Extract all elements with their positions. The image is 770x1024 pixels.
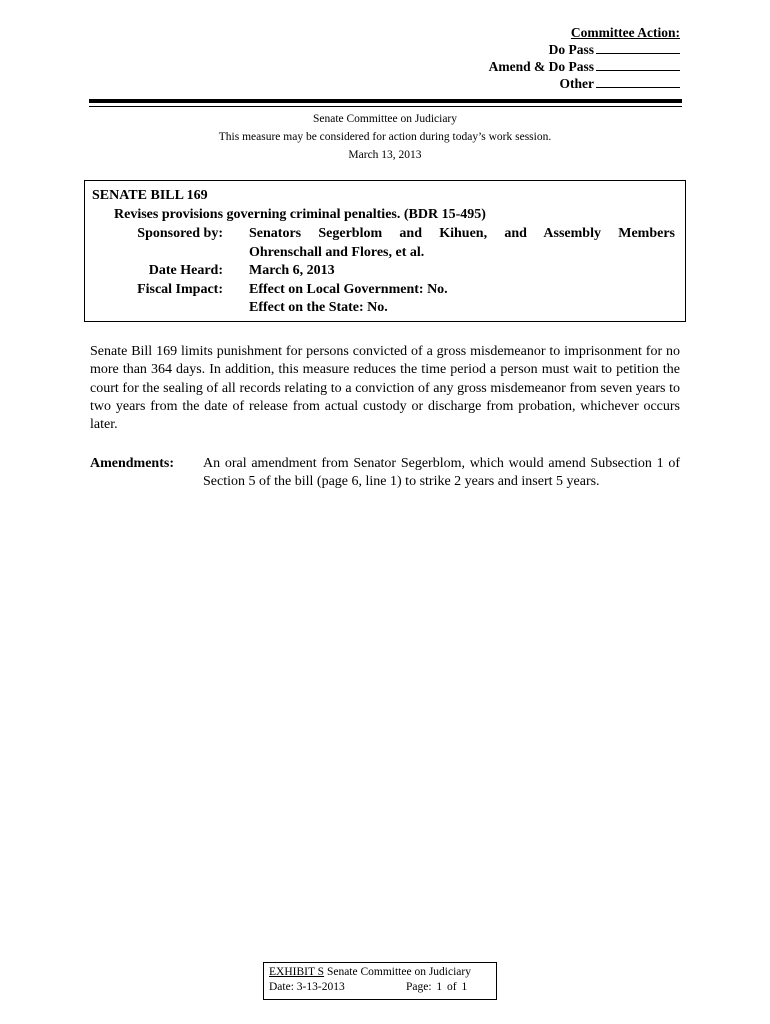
committee-action-block bbox=[489, 24, 680, 92]
bill-description: Revises provisions governing criminal penalties. (BDR 15-495) bbox=[114, 207, 486, 222]
blank-line bbox=[596, 75, 680, 88]
header-date: March 13, 2013 bbox=[348, 149, 422, 161]
bill-summary-box bbox=[84, 180, 686, 322]
sponsors-line-2: Ohrenschall and Flores, et al. bbox=[249, 244, 425, 260]
date-heard-label: Date Heard: bbox=[148, 263, 223, 278]
header-divider-thin bbox=[89, 106, 682, 107]
sponsored-label: Sponsored by: bbox=[137, 226, 223, 241]
bill-number: SENATE BILL 169 bbox=[92, 188, 208, 203]
amendments-label: Amendments: bbox=[90, 456, 174, 471]
sponsors-line-1: Senators Segerblom and Kihuen, and Assembly Members bbox=[249, 226, 675, 241]
blank-line bbox=[596, 58, 680, 71]
exhibit-page: Page: 1 of 1 bbox=[406, 981, 468, 993]
header-divider-thick bbox=[89, 99, 682, 103]
exhibit-stamp bbox=[263, 962, 497, 1000]
exhibit-date: Date: 3-13-2013 bbox=[269, 981, 345, 993]
exhibit-committee: Senate Committee on Judiciary bbox=[324, 966, 471, 978]
committee-name: Senate Committee on Judiciary bbox=[312, 113, 458, 125]
exhibit-line-1 bbox=[269, 965, 492, 980]
option-amend-do-pass: Amend & Do Pass bbox=[489, 58, 680, 75]
bill-summary-paragraph: Senate Bill 169 limits punishment for persons convicted of a gross misdemeanor to imprisonment for no more than 364 days. In addition, this measure reduces the time period a person must wait to petition the court for the sealing of all records relating to a conviction of any gross misdemeanor from seven years to two years from the date of release from actual custody or discharge from probation, whichever occurs later. bbox=[90, 344, 680, 433]
amendments-text: An oral amendment from Senator Segerblom, which would amend Subsection 1 of Section 5 of the bill (page 6, line 1) to strike 2 years and insert 5 years. bbox=[203, 456, 680, 490]
fiscal-impact-label: Fiscal Impact: bbox=[137, 281, 223, 297]
header-info bbox=[0, 110, 770, 164]
committee-action-title: Committee Action: bbox=[570, 25, 680, 40]
blank-line bbox=[596, 41, 680, 54]
fiscal-state: Effect on the State: No. bbox=[249, 300, 388, 315]
exhibit-line-2 bbox=[269, 980, 492, 995]
option-other: Other bbox=[489, 75, 680, 92]
date-heard-value: March 6, 2013 bbox=[249, 263, 335, 278]
fiscal-local: Effect on Local Government: No. bbox=[249, 281, 448, 297]
exhibit-label: EXHIBIT S bbox=[269, 966, 325, 978]
option-do-pass: Do Pass bbox=[489, 41, 680, 58]
work-session-notice: This measure may be considered for action during today’s work session. bbox=[218, 131, 552, 143]
